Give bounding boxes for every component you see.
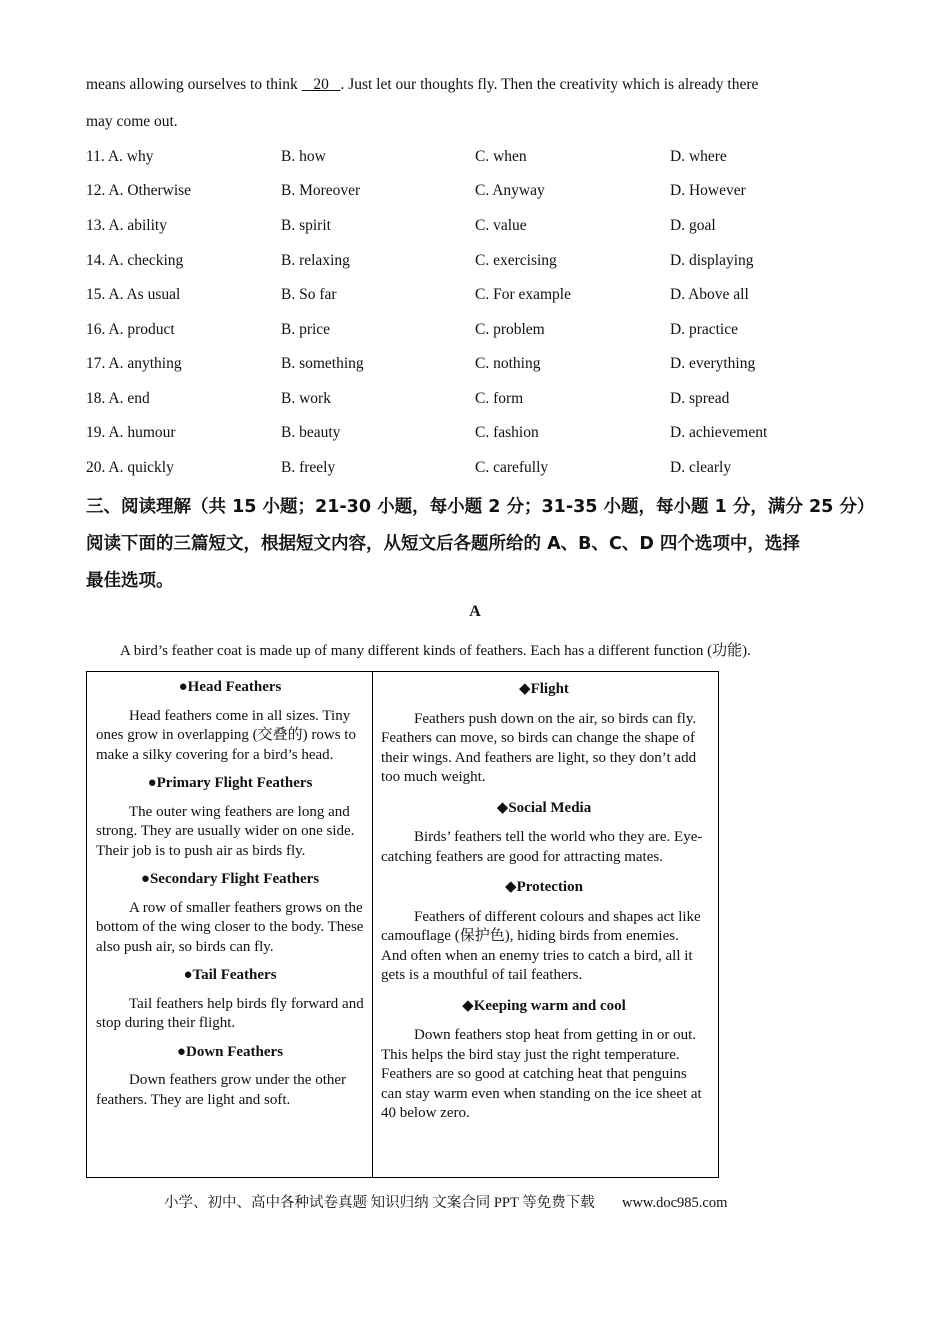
option-b: B. relaxing	[281, 252, 350, 269]
bullet-diamond-icon: ◆	[505, 879, 517, 895]
blank-20: 20	[301, 76, 341, 93]
option-row	[86, 217, 846, 239]
option-c: C. fashion	[475, 424, 539, 441]
option-d: D. Above all	[670, 286, 749, 303]
passage-label: A	[469, 603, 481, 620]
option-a: 15. A. As usual	[86, 286, 181, 303]
section-title: ◆Flight	[519, 681, 569, 697]
section-heading-line-2: 阅读下面的三篇短文，根据短文内容，从短文后各题所给的 A、B、C、D 四个选项中，选择	[86, 534, 800, 554]
bullet-dot-icon: ●	[178, 679, 188, 695]
option-c: C. nothing	[475, 355, 541, 372]
option-a: 11. A. why	[86, 148, 154, 165]
option-row	[86, 182, 846, 204]
option-c: C. carefully	[475, 459, 549, 476]
option-c: C. Anyway	[475, 182, 545, 199]
option-b: B. how	[281, 148, 326, 165]
section-body: Tail feathers help birds fly forward and stop during their flight.	[96, 995, 364, 1031]
option-a: 13. A. ability	[86, 217, 167, 234]
option-c: C. exercising	[475, 252, 557, 269]
option-b: B. something	[281, 355, 364, 372]
feather-table	[86, 671, 719, 1178]
bullet-dot-icon: ●	[147, 775, 157, 791]
passage-line-1	[86, 76, 758, 94]
feather-functions-column	[373, 672, 719, 1135]
option-a: 20. A. quickly	[86, 459, 174, 476]
feather-types-column	[87, 672, 372, 1119]
footer-text: 小学、初中、高中各种试卷真题 知识归纳 文案合同 PPT 等免费下载	[164, 1195, 595, 1211]
footer	[164, 1191, 727, 1212]
bullet-dot-icon: ●	[140, 871, 150, 887]
section-body: Head feathers come in all sizes. Tiny ones grow in overlapping (交叠的) rows to make a silky covering for a bird’s head.	[96, 707, 356, 763]
option-row	[86, 321, 846, 343]
section-body: The outer wing feathers are long and strong. They are usually wider on one side. Their job is to push air as birds fly.	[96, 803, 355, 859]
section-body: Birds’ feathers tell the world who they are. Eye-catching feathers are good for attracting mates.	[381, 829, 703, 865]
option-d: D. clearly	[670, 459, 732, 476]
section-body: Down feathers stop heat from getting in or out. This helps the bird stay just the right temperature. Feathers are so good at catching heat that penguins can stay warm even when standing on the ice sheet at 40 below zero.	[381, 1027, 702, 1121]
option-b: B. spirit	[281, 217, 331, 234]
bullet-diamond-icon: ◆	[519, 681, 531, 697]
option-b: B. Moreover	[281, 182, 361, 199]
option-row	[86, 355, 846, 377]
option-b: B. So far	[281, 286, 337, 303]
passage-text: means allowing ourselves to think	[86, 76, 302, 93]
passage-intro: A bird’s feather coat is made up of many different kinds of feathers. Each has a different function (功能).	[120, 643, 751, 659]
section-title: ●Tail Feathers	[183, 967, 277, 983]
bullet-dot-icon: ●	[183, 967, 193, 983]
option-d: D. achievement	[670, 424, 768, 441]
option-a: 17. A. anything	[86, 355, 182, 372]
bullet-diamond-icon: ◆	[462, 997, 474, 1014]
option-a: 14. A. checking	[86, 252, 184, 269]
section-body: A row of smaller feathers grows on the bottom of the wing closer to the body. These also push air, so birds can fly.	[96, 899, 364, 955]
option-c: C. form	[475, 390, 524, 407]
bullet-dot-icon: ●	[176, 1043, 186, 1060]
section-title: ◆Social Media	[496, 799, 592, 816]
option-a: 18. A. end	[86, 390, 150, 407]
option-b: B. price	[281, 321, 331, 338]
section-body: Down feathers grow under the other feathers. They are light and soft.	[96, 1072, 347, 1108]
option-row	[86, 286, 846, 308]
option-c: C. value	[475, 217, 527, 234]
option-row	[86, 424, 846, 446]
option-b: B. work	[281, 390, 331, 407]
section-title: ●Head Feathers	[178, 679, 282, 695]
bullet-diamond-icon: ◆	[496, 799, 509, 816]
option-d: D. where	[670, 148, 727, 165]
option-b: B. freely	[281, 459, 336, 476]
section-heading-line-1: 三、阅读理解（共 15 小题；21-30 小题，每小题 2 分；31-35 小题，每小题 1 分，满分 25 分）	[86, 497, 875, 517]
section-title: ◆Protection	[505, 879, 583, 895]
passage-line-2: may come out.	[86, 113, 178, 130]
section-body: Feathers push down on the air, so birds can fly. Feathers can move, so birds can change the shape of their wings. And feathers are light, so they don’t add too much weight.	[381, 710, 697, 785]
section-body: Feathers of different colours and shapes act like camouflage (保护色), hiding birds from enemies. And often when an enemy tries to catch a bird, all it gets is a mouthful of tail feathers.	[381, 908, 701, 983]
section-title: ●Secondary Flight Feathers	[140, 871, 320, 887]
option-c: C. For example	[475, 286, 571, 303]
section-heading-line-3: 最佳选项。	[86, 571, 174, 591]
footer-link[interactable]: www.doc985.com	[621, 1195, 728, 1211]
option-c: C. problem	[475, 321, 545, 338]
option-d: D. spread	[670, 390, 730, 407]
option-c: C. when	[475, 148, 527, 165]
option-d: D. everything	[670, 355, 756, 372]
passage-text: . Just let our thoughts fly. Then the creativity which is already there	[340, 76, 759, 93]
section-title: ●Primary Flight Feathers	[147, 775, 313, 791]
option-b: B. beauty	[281, 424, 341, 441]
option-row	[86, 390, 846, 412]
option-d: D. goal	[670, 217, 716, 234]
option-d: D. practice	[670, 321, 738, 338]
option-d: D. displaying	[670, 252, 754, 269]
option-row	[86, 148, 846, 170]
option-row	[86, 459, 846, 481]
section-title: ●Down Feathers	[176, 1043, 284, 1060]
option-row	[86, 252, 846, 274]
option-d: D. However	[670, 182, 746, 199]
option-a: 19. A. humour	[86, 424, 176, 441]
option-a: 16. A. product	[86, 321, 175, 338]
section-title: ◆Keeping warm and cool	[462, 997, 626, 1014]
option-a: 12. A. Otherwise	[86, 182, 192, 199]
